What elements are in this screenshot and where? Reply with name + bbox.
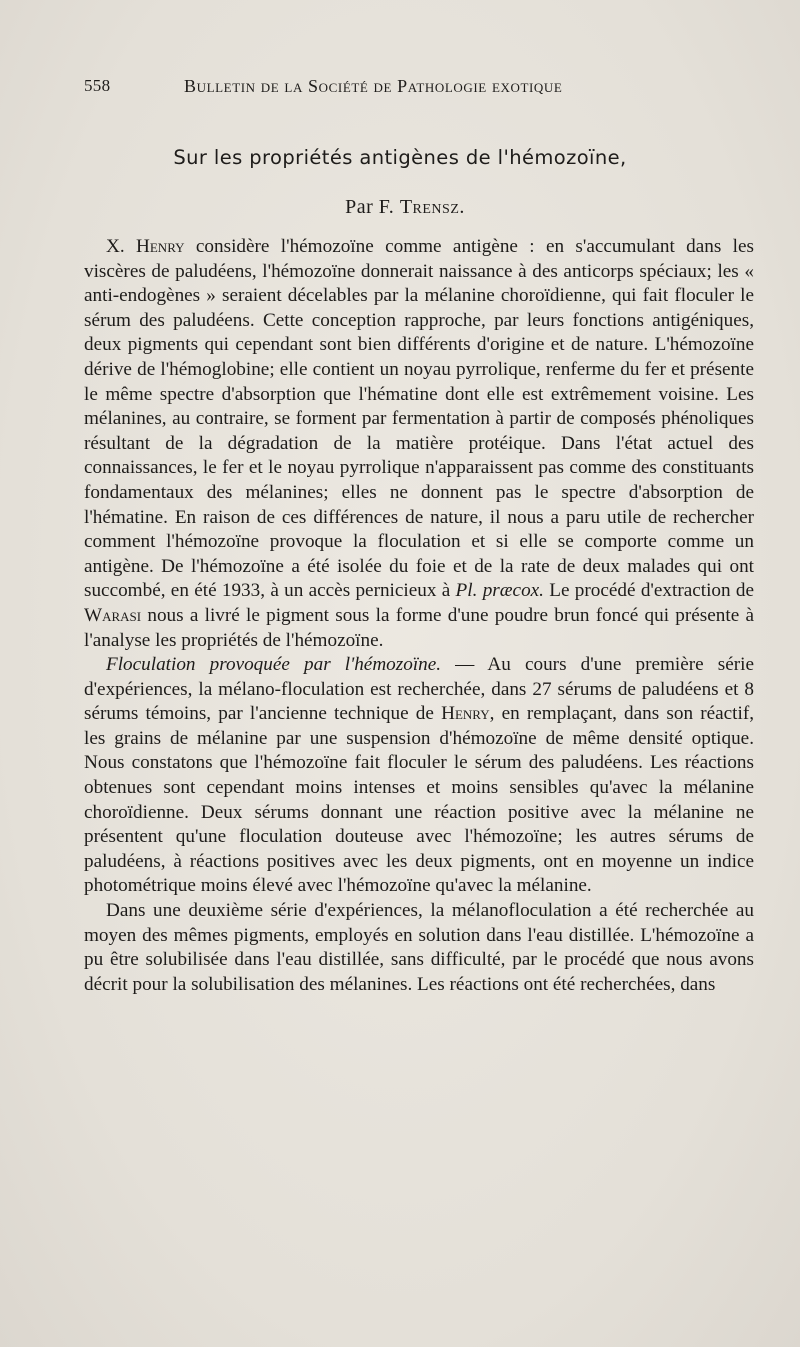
page-number: 558 — [84, 76, 111, 95]
paragraph-1 — [84, 235, 754, 653]
article-body — [84, 235, 754, 997]
article-title: Sur les propriétés antigènes de l'hémozoïne, — [173, 146, 627, 169]
paragraph-2 — [84, 653, 754, 899]
running-head: Bulletin de la Société de Pathologie exotique — [184, 76, 563, 96]
article-author — [0, 196, 800, 219]
author-ref-henry: X. Henry — [106, 236, 185, 257]
section-heading: Floculation provoquée par l'hémozoïne. — [106, 654, 442, 676]
page-header — [84, 76, 734, 106]
author-ref-warasi: Warasi — [84, 604, 142, 626]
paragraph-1-text-c: nous a livré le pigment sous la forme d'une poudre brun foncé qui présente à l'analyse les propriétés de l'hémozoïne. — [84, 604, 754, 651]
paragraph-3: Dans une deuxième série d'expériences, la mélanofloculation a été recherchée au moyen des mêmes pigments, employés en solution dans l'eau distillée. L'hémozoïne a pu être solubilisée dans l'eau distillée, sans difficulté, par le procédé que nous avons décrit pour la solubilisation des mélanines. Les réactions ont été recherchées, dans — [84, 900, 754, 995]
author-prefix: Par F. — [345, 196, 400, 218]
paragraph-1-text-a: considère l'hémozoïne comme antigène : en s'accumulant dans les viscères de paludéens, l'hémozoïne donnerait naissance à des anticorps spéciaux; les « anti-endogènes » seraient décelables par la mélanine choroïdienne, qui fait floculer le sérum des paludéens. Cette conception rapproche, par leurs fonctions antigéniques, deux pigments qui cependant sont bien différents d'origine et de nature. L'hémozoïne dérive de l'hémoglobine; elle contient un noyau pyrrolique, renferme du fer et présente le même spectre d'absorption que l'hématine dont elle est extrêmement voisine. Les mélanines, au contraire, se forment par fermentation à partir de composés phénoliques résultant de la dégradation de la matière protéique. Dans l'état actuel des connaissances, le fer et le noyau pyrrolique n'apparaissent pas comme des constituants fondamentaux des mélanines; elles ne donnent pas le spectre d'absorption de l'hématine. En raison de ces différences de nature, il nous a paru utile de rechercher comment l'hémozoïne provoque la floculation et si elle se comporte comme un antigène. De l'hémozoïne a été isolée du foie et de la rate de deux malades qui ont succombé, en été 1933, à un accès pernicieux à — [84, 236, 754, 602]
species-name: Pl. præcox. — [455, 580, 544, 602]
paragraph-2-text-a: — Au cours d'une première série d'expériences, la mélano-floculation est recherchée, dans 27 sérums de paludéens et 8 sérums témoins, par l'ancienne technique de — [84, 654, 755, 725]
author-ref-henry-2: Henry — [441, 703, 490, 725]
author-name: Trensz. — [399, 196, 465, 218]
paragraph-1-text-b: Le procédé d'extraction de — [543, 580, 754, 602]
paragraph-2-text-b: , en remplaçant, dans son réactif, les grains de mélanine par une suspension d'hémozoïne de même densité optique. Nous constatons que l'hémozoïne fait floculer le sérum des paludéens. Les réactions obtenues sont cependant moins intenses et moins sensibles qu'avec la mélanine choroïdienne. Deux sérums donnant une réaction positive avec la mélanine ne présentent qu'une floculation douteuse avec l'hémozoïne; les autres sérums de paludéens, à réactions positives avec les deux pigments, ont en moyenne un indice photométrique moins élevé avec l'hémozoïne qu'avec la mélanine. — [84, 703, 755, 897]
